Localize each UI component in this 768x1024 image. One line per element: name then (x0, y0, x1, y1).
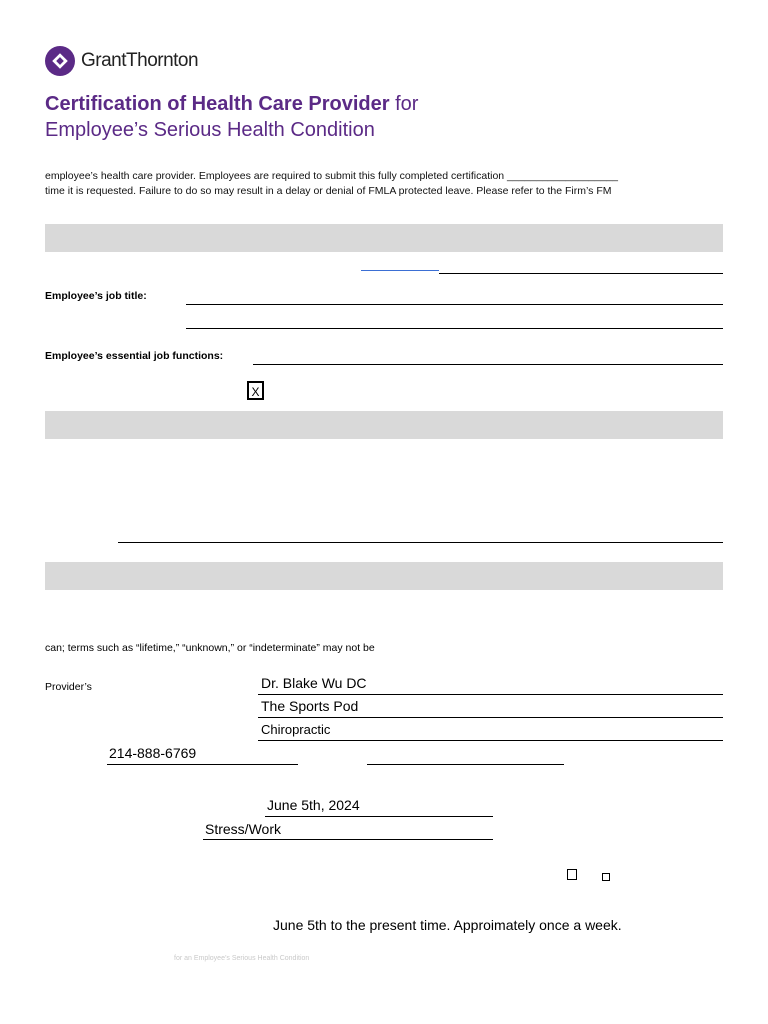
intro-line-1: employee’s health care provider. Employees are required to submit this fully completed certification ___________________ (45, 170, 618, 182)
grant-thornton-logo-icon (45, 46, 75, 76)
job-title-field-line-2[interactable] (186, 328, 723, 329)
date-field[interactable] (265, 816, 493, 817)
form-subtitle: Employee’s Serious Health Condition (45, 119, 375, 141)
practice-name-field[interactable] (258, 717, 723, 718)
job-title-field[interactable] (186, 304, 723, 305)
fax-field[interactable] (367, 764, 564, 765)
section-2-field[interactable] (118, 542, 723, 543)
form-title (45, 93, 418, 116)
section-header-bar-1 (45, 224, 723, 252)
practice-name-value: The Sports Pod (261, 698, 359, 714)
form-title-bold: Certification of Health Care Provider (45, 93, 390, 115)
grant-thornton-logo (45, 46, 198, 76)
employee-name-field[interactable] (439, 273, 723, 274)
phone-field[interactable] (107, 764, 298, 765)
brand-name: GrantThornton (81, 50, 199, 71)
section-header-bar-2 (45, 411, 723, 439)
specialty-value: Chiropractic (261, 722, 331, 737)
duration-value: June 5th to the present time. Approimately once a week. (273, 917, 622, 933)
provider-label: Provider’s (45, 681, 92, 693)
duration-note: can; terms such as “lifetime,” “unknown,” or “indeterminate” may not be (45, 642, 375, 654)
no-checkbox[interactable] (602, 873, 610, 881)
hyperlink-underline[interactable] (361, 270, 439, 271)
footer-text: for an Employee’s Serious Health Condition (174, 955, 310, 962)
form-title-suffix: for (389, 93, 419, 115)
job-functions-label: Employee’s essential job functions: (45, 350, 224, 362)
section-header-bar-3 (45, 562, 723, 590)
provider-name-value: Dr. Blake Wu DC (261, 675, 367, 691)
checked-checkbox[interactable]: X (247, 381, 264, 400)
phone-value: 214-888-6769 (109, 745, 197, 761)
job-title-label: Employee’s job title: (45, 290, 147, 302)
specialty-field[interactable] (258, 740, 723, 741)
job-functions-field[interactable] (253, 364, 723, 365)
condition-field[interactable] (203, 839, 493, 840)
provider-name-field[interactable] (258, 694, 723, 695)
yes-checkbox[interactable] (567, 869, 577, 880)
condition-value: Stress/Work (205, 821, 281, 837)
intro-line-2: time it is requested. Failure to do so may result in a delay or denial of FMLA protected leave. Please refer to the Firm’s FM (45, 185, 612, 197)
date-value: June 5th, 2024 (267, 797, 360, 813)
